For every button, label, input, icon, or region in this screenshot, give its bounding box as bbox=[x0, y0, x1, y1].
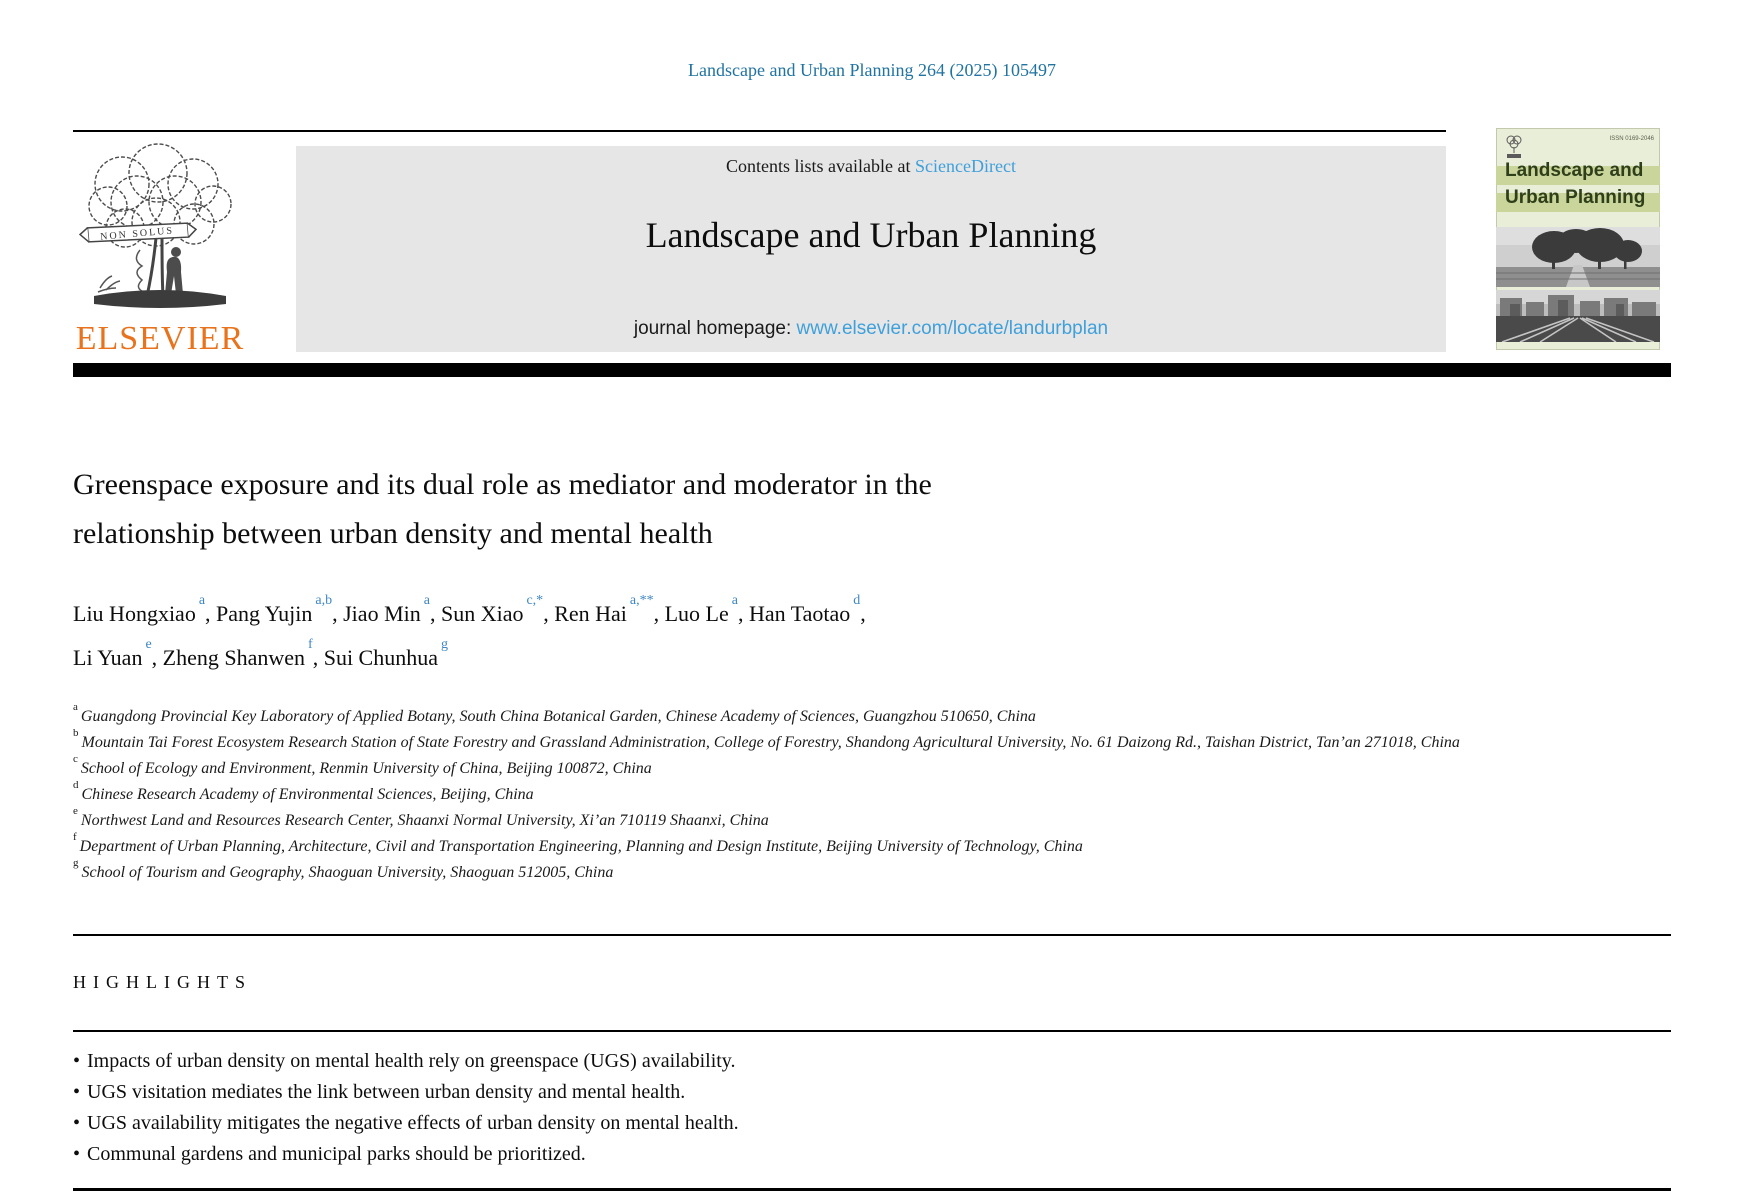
author-affiliation-sup[interactable]: a,b bbox=[315, 592, 333, 608]
highlight-text: Impacts of urban density on mental health rely on greenspace (UGS) availability. bbox=[87, 1050, 736, 1072]
header-top-rule bbox=[73, 130, 1446, 132]
highlights-list bbox=[73, 1046, 1671, 1170]
author-affiliation-sup[interactable]: g bbox=[441, 636, 448, 652]
affiliation-label: b bbox=[73, 726, 79, 739]
cover-photo-trees bbox=[1496, 227, 1660, 287]
author-name bbox=[554, 592, 665, 626]
highlight-item bbox=[73, 1046, 1671, 1077]
highlight-item bbox=[73, 1108, 1671, 1139]
affiliation bbox=[73, 778, 1671, 808]
non-solus-motto: NON SOLUS bbox=[99, 225, 175, 243]
author-separator: , bbox=[653, 601, 665, 626]
author-list bbox=[73, 592, 1671, 680]
affiliation bbox=[73, 726, 1671, 756]
author-separator: , bbox=[205, 601, 217, 626]
journal-banner bbox=[296, 146, 1446, 352]
article-title-line2: relationship between urban density and mental health bbox=[73, 517, 713, 550]
affiliation-list bbox=[73, 700, 1671, 886]
affiliation-text: School of Ecology and Environment, Renmin University of China, Beijing 100872, China bbox=[80, 760, 652, 777]
author-text: Sun Xiao bbox=[440, 601, 524, 626]
cover-issn: ISSN 0169-2046 bbox=[1609, 136, 1654, 142]
author-name bbox=[748, 592, 866, 626]
affiliation bbox=[73, 856, 1671, 886]
author-separator: , bbox=[860, 601, 866, 626]
journal-homepage-link[interactable]: www.elsevier.com/locate/landurbplan bbox=[796, 318, 1109, 339]
contents-prefix: Contents lists available at bbox=[726, 156, 915, 176]
journal-citation-link[interactable]: Landscape and Urban Planning 264 (2025) 105497 bbox=[688, 60, 1056, 80]
highlights-heading: HIGHLIGHTS bbox=[73, 972, 252, 992]
highlights-top-rule bbox=[73, 934, 1671, 936]
author-name bbox=[440, 592, 555, 626]
author-affiliation-sup[interactable]: a bbox=[423, 592, 430, 608]
author-affiliation-sup[interactable]: f bbox=[308, 636, 313, 652]
author-name bbox=[216, 592, 344, 626]
elsevier-logo[interactable] bbox=[68, 140, 252, 357]
article-title-line1: Greenspace exposure and its dual role as mediator and moderator in the bbox=[73, 468, 932, 501]
author-separator: , bbox=[312, 645, 324, 670]
affiliation-text: Guangdong Provincial Key Laboratory of Applied Botany, South China Botanical Garden, Chinese Academy of Sciences, Guangzhou 510650, China bbox=[80, 708, 1036, 725]
affiliation-text: Mountain Tai Forest Ecosystem Research Station of State Forestry and Grassland Administration, College of Forestry, Shandong Agricultural University, No. 61 Daizong Rd., Taishan District, Tan’an 271018, China bbox=[81, 734, 1460, 751]
journal-title: Landscape and Urban Planning bbox=[645, 215, 1097, 255]
author-text: Liu Hongxiao bbox=[73, 601, 196, 626]
affiliation-label: c bbox=[73, 752, 78, 765]
author-affiliation-sup[interactable]: a bbox=[731, 592, 738, 608]
affiliation-label: a bbox=[73, 700, 78, 713]
highlight-text: UGS visitation mediates the link between urban density and mental health. bbox=[87, 1081, 686, 1103]
affiliation bbox=[73, 752, 1671, 782]
header-divider-bar bbox=[73, 363, 1671, 377]
affiliation-text: Chinese Research Academy of Environmental Sciences, Beijing, China bbox=[81, 786, 534, 803]
affiliation-label: d bbox=[73, 778, 79, 791]
author-separator: , bbox=[429, 601, 441, 626]
article-title bbox=[73, 460, 1671, 558]
elsevier-tree-icon bbox=[70, 140, 250, 318]
author-text: Han Taotao bbox=[748, 601, 851, 626]
homepage-prefix: journal homepage: bbox=[633, 318, 797, 339]
author-text: Sui Chunhua bbox=[323, 645, 438, 670]
affiliation-label: e bbox=[73, 804, 78, 817]
affiliation-text: Department of Urban Planning, Architecture, Civil and Transportation Engineering, Planning and Design Institute, Beijing University of Technology, China bbox=[79, 838, 1083, 855]
highlights-heading-rule bbox=[73, 1030, 1671, 1032]
author-text: Jiao Min bbox=[343, 601, 421, 626]
elsevier-wordmark: ELSEVIER bbox=[75, 320, 245, 357]
author-affiliation-sup[interactable]: e bbox=[145, 636, 152, 652]
author-name bbox=[343, 592, 441, 626]
author-text: Ren Hai bbox=[554, 601, 627, 626]
contents-line bbox=[296, 156, 1446, 177]
author-affiliation-sup[interactable]: c,* bbox=[526, 592, 544, 608]
highlight-item bbox=[73, 1077, 1671, 1108]
author-text: Luo Le bbox=[664, 601, 729, 626]
author-name bbox=[323, 636, 448, 670]
journal-cover-thumbnail[interactable] bbox=[1496, 128, 1660, 350]
cover-photo-city bbox=[1496, 290, 1660, 342]
affiliation-text: School of Tourism and Geography, Shaoguan University, Shaoguan 512005, China bbox=[81, 864, 614, 881]
sciencedirect-link[interactable]: ScienceDirect bbox=[915, 156, 1016, 176]
author-name bbox=[73, 636, 163, 670]
page-bottom-rule bbox=[73, 1188, 1671, 1191]
cover-title-line2: Urban Planning bbox=[1505, 187, 1646, 208]
author-name bbox=[73, 592, 217, 626]
author-text: Li Yuan bbox=[73, 645, 143, 670]
author-affiliation-sup[interactable]: a,** bbox=[629, 592, 654, 608]
author-affiliation-sup[interactable]: d bbox=[853, 592, 861, 608]
author-separator: , bbox=[737, 601, 749, 626]
author-name bbox=[664, 592, 749, 626]
author-separator: , bbox=[332, 601, 344, 626]
highlight-text: Communal gardens and municipal parks should be prioritized. bbox=[87, 1143, 586, 1165]
affiliation-label: f bbox=[73, 830, 77, 843]
author-text: Zheng Shanwen bbox=[162, 645, 306, 670]
author-separator: , bbox=[151, 645, 163, 670]
homepage-line bbox=[296, 318, 1446, 340]
affiliation bbox=[73, 804, 1671, 834]
cover-title-line1: Landscape and bbox=[1505, 160, 1644, 181]
highlight-item bbox=[73, 1139, 1671, 1170]
author-name bbox=[162, 636, 324, 670]
cover-elsevier-mini-icon bbox=[1504, 134, 1524, 160]
author-text: Pang Yujin bbox=[216, 601, 313, 626]
highlight-text: UGS availability mitigates the negative effects of urban density on mental health. bbox=[87, 1112, 739, 1134]
affiliation bbox=[73, 700, 1671, 730]
affiliation-text: Northwest Land and Resources Research Center, Shaanxi Normal University, Xi’an 710119 Shaanxi, China bbox=[80, 812, 769, 829]
affiliation bbox=[73, 830, 1671, 860]
affiliation-label: g bbox=[73, 856, 79, 869]
author-affiliation-sup[interactable]: a bbox=[198, 592, 206, 608]
author-separator: , bbox=[543, 601, 555, 626]
